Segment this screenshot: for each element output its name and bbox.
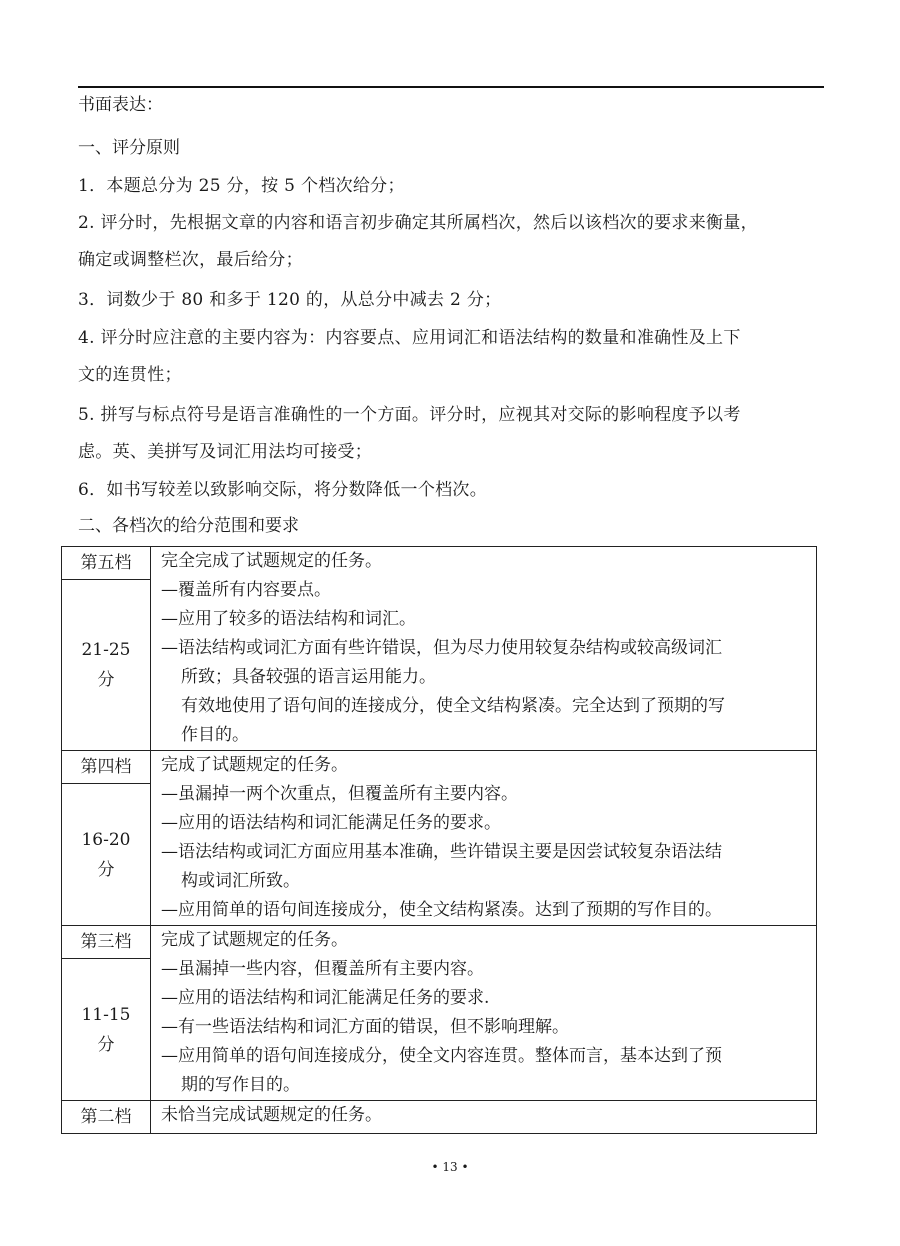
page-heading: 书面表达： bbox=[78, 95, 163, 115]
principle-6 bbox=[78, 472, 824, 509]
grade-label: 第四档 bbox=[62, 751, 151, 784]
text-line: 2. 评分时，先根据文章的内容和语言初步确定其所属档次，然后以该档次的要求来衡量， bbox=[78, 213, 758, 233]
requirement-line: 有效地使用了语句间的连接成分，使全文结构紧凑。完全达到了预期的写 bbox=[181, 696, 725, 716]
requirement-line: —语法结构或词汇方面有些许错误，但为尽力使用较复杂结构或较高级词汇 bbox=[161, 638, 722, 658]
requirement-line: —应用的语法结构和词汇能满足任务的要求。 bbox=[161, 813, 501, 833]
requirement-line: —覆盖所有内容要点。 bbox=[161, 580, 331, 600]
score-unit: 分 bbox=[97, 670, 115, 690]
score-range: 16-20 bbox=[81, 829, 131, 850]
principle-2 bbox=[78, 205, 824, 279]
text-line: 1．本题总分为 25 分，按 5 个档次给分； bbox=[78, 176, 405, 196]
grade-row bbox=[62, 547, 817, 580]
page-number: • 13 • bbox=[431, 1160, 469, 1174]
requirement-line: 所致；具备较强的语言运用能力。 bbox=[181, 667, 436, 687]
requirement-line: —应用简单的语句间连接成分，使全文内容连贯。整体而言，基本达到了预 bbox=[161, 1046, 722, 1066]
requirement-line: —应用简单的语句间连接成分，使全文结构紧凑。达到了预期的写作目的。 bbox=[161, 900, 722, 920]
score-unit: 分 bbox=[97, 1034, 115, 1055]
text-line: 3．词数少于 80 和多于 120 的，从总分中减去 2 分； bbox=[78, 290, 502, 310]
grade-label: 第二档 bbox=[62, 1101, 151, 1134]
requirement-line: 构或词汇所致。 bbox=[181, 871, 300, 891]
grade-table bbox=[61, 546, 817, 1134]
requirement-line: —应用了较多的语法结构和词汇。 bbox=[161, 609, 416, 629]
text-line: 虑。英、美拼写及词汇用法均可接受； bbox=[78, 442, 373, 462]
grade-summary: 完全完成了试题规定的任务。 bbox=[161, 551, 382, 571]
grade-score-range bbox=[62, 580, 151, 751]
text-line: 4. 评分时应注意的主要内容为：内容要点、应用词汇和语法结构的数量和准确性及上下 bbox=[78, 328, 741, 348]
requirement-line: —语法结构或词汇方面应用基本准确，些许错误主要是因尝试较复杂语法结 bbox=[161, 842, 722, 862]
principle-1 bbox=[78, 168, 824, 205]
grade-requirements bbox=[151, 926, 817, 1101]
grade-summary: 完成了试题规定的任务。 bbox=[161, 930, 348, 950]
grade-summary: 完成了试题规定的任务。 bbox=[161, 755, 348, 775]
requirement-line: 期的写作目的。 bbox=[181, 1075, 300, 1095]
score-unit: 分 bbox=[97, 859, 115, 880]
grade-row bbox=[62, 1101, 817, 1134]
grade-row bbox=[62, 751, 817, 784]
requirement-line: 作目的。 bbox=[181, 725, 249, 745]
score-range: 11-15 bbox=[81, 1004, 131, 1025]
grade-requirements bbox=[151, 1101, 817, 1134]
grade-score-range bbox=[62, 959, 151, 1101]
grade-label: 第三档 bbox=[62, 926, 151, 959]
score-range: 21-25 bbox=[81, 640, 131, 660]
section-title-grades: 二、各档次的给分范围和要求 bbox=[78, 516, 299, 536]
principle-5 bbox=[78, 397, 824, 471]
grade-row bbox=[62, 926, 817, 959]
grade-label: 第五档 bbox=[62, 547, 151, 580]
principle-3 bbox=[78, 282, 824, 319]
requirement-line: —有一些语法结构和词汇方面的错误，但不影响理解。 bbox=[161, 1017, 569, 1037]
text-line: 6．如书写较差以致影响交际，将分数降低一个档次。 bbox=[78, 480, 488, 500]
grade-score-range bbox=[62, 784, 151, 926]
text-line: 文的连贯性； bbox=[78, 365, 182, 385]
header-rule bbox=[78, 86, 824, 88]
grade-summary: 未恰当完成试题规定的任务。 bbox=[161, 1105, 382, 1125]
text-line: 5. 拼写与标点符号是语言准确性的一个方面。评分时，应视其对交际的影响程度予以考 bbox=[78, 405, 741, 425]
grade-requirements bbox=[151, 751, 817, 926]
text-line: 确定或调整栏次，最后给分； bbox=[78, 250, 303, 270]
requirement-line: —虽漏掉一些内容，但覆盖所有主要内容。 bbox=[161, 959, 484, 979]
requirement-line: —虽漏掉一两个次重点，但覆盖所有主要内容。 bbox=[161, 784, 518, 804]
grade-requirements bbox=[151, 547, 817, 751]
principle-4 bbox=[78, 320, 824, 394]
section-title-principles: 一、评分原则 bbox=[78, 138, 180, 158]
requirement-line: —应用的语法结构和词汇能满足任务的要求. bbox=[161, 988, 490, 1008]
